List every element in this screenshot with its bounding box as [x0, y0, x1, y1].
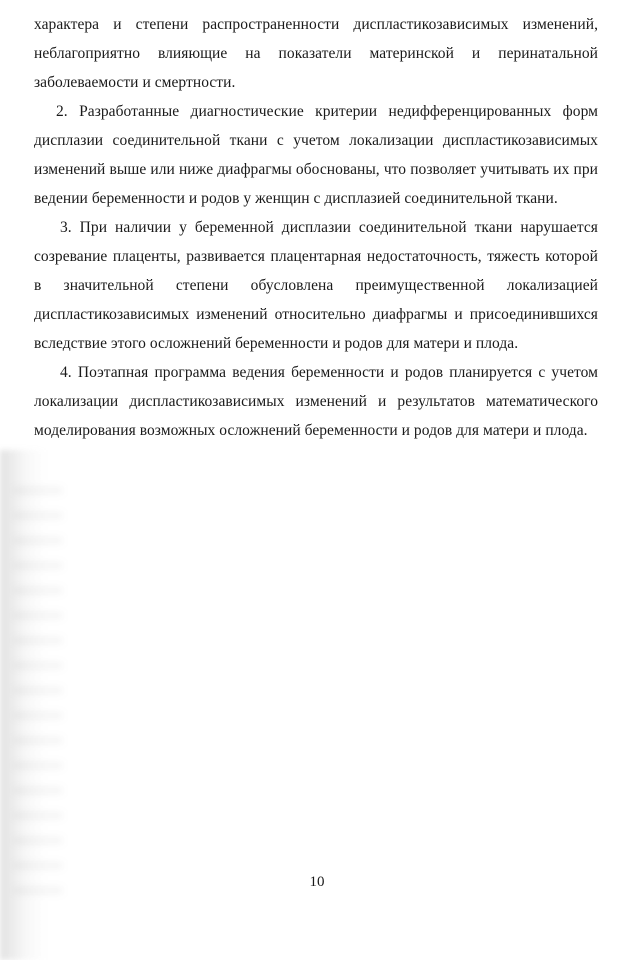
blurred-scan-artifact	[14, 488, 62, 908]
paragraph-item-3: 3. При наличии у беременной дисплазии соединительной ткани нарушается созревание плаценты, развивается плацентарная недостаточность, тяжесть которой в значительной степени обусловлена преимущественной локализацией диспластикозависимых изменений относительно диафрагмы и присоединившихся вследствие этого осложнений беременности и родов для матери и плода.	[34, 219, 598, 352]
paragraph-continuation: характера и степени распространенности диспластикозависимых изменений, неблагоприятно влияющие на показатели материнской и перинатальной заболеваемости и смертности.	[34, 16, 598, 91]
body-text	[34, 10, 598, 445]
paragraph-item-4: 4. Поэтапная программа ведения беременности и родов планируется с учетом локализации диспластикозависимых изменений и результатов математического моделирования возможных осложнений беременности и родов для матери и плода.	[34, 364, 598, 439]
paragraph-item-2: 2. Разработанные диагностические критерии недифференцированных форм дисплазии соединительной ткани с учетом локализации диспластикозависимых изменений выше или ниже диафрагмы обоснованы, что позволяет учитывать их при ведении беременности и родов у женщин с дисплазией соединительной ткани.	[34, 103, 598, 207]
page-number: 10	[309, 874, 325, 890]
